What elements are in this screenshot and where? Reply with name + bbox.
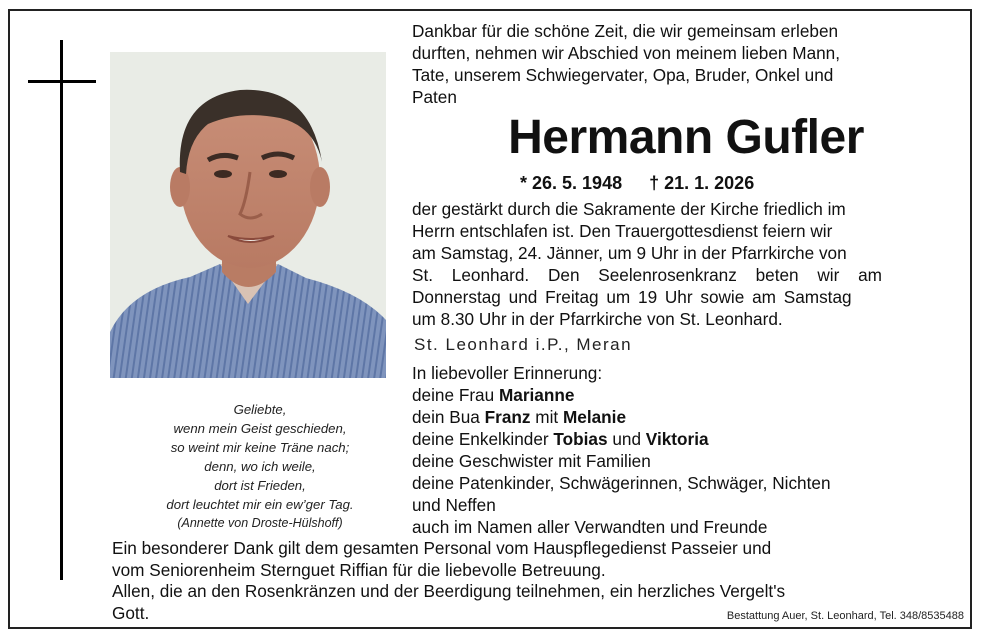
poem-line: Geliebte, [233,402,287,417]
thanks-line: Ein besonderer Dank gilt dem gesamten Personal vom Hauspflegedienst Passeier und [112,538,772,558]
grandchild-name: Viktoria [645,429,709,449]
family-list [412,362,960,538]
grandchild-name: Tobias [553,429,608,449]
family-relatives: auch im Namen aller Verwandten und Freunde [412,517,768,537]
service-line: um 8.30 Uhr in der Pfarrkirche von St. Leonhard. [412,309,783,329]
son-name: Franz [484,407,531,427]
death-date: † 21. 1. 2026 [649,173,755,193]
thanks-line: vom Seniorenheim Sternguet Riffian für die liebevolle Betreuung. [112,559,606,580]
intro-line: Dankbar für die schöne Zeit, die wir gemeinsam erleben [412,21,839,41]
service-line: der gestärkt durch die Sakramente der Kirche friedlich im [412,199,846,219]
birth-date: * 26. 5. 1948 [520,173,623,193]
poem [110,400,410,533]
portrait-photo [110,52,386,378]
poem-line: dort ist Frieden, [214,478,306,493]
service-text [412,198,960,330]
family-grandchildren: deine Enkelkinder Tobias und Viktoria [412,429,709,449]
wife-name: Marianne [498,385,575,405]
son-partner-name: Melanie [562,407,627,427]
intro-line: Tate, unserem Schwiegervater, Opa, Bruder, Onkel und [412,65,834,85]
service-line: am Samstag, 24. Jänner, um 9 Uhr in der Pfarrkirche von [412,243,847,263]
poem-line: dort leuchtet mir ein ew’ger Tag. [166,497,354,512]
intro-text [412,20,960,108]
family-wife: deine Frau Marianne [412,385,575,405]
poem-line: so weint mir keine Träne nach; [170,440,350,455]
intro-line: durften, nehmen wir Abschied von meinem lieben Mann, [412,43,841,63]
deceased-name: Hermann Gufler [508,111,864,164]
cross-vertical [60,40,63,580]
poem-author: (Annette von Droste-Hülshoff) [177,516,343,530]
intro-line: Paten [412,87,457,107]
service-line: Donnerstag und Freitag um 19 Uhr sowie am Samstag [412,287,852,307]
family-son: dein Bua Franz mit Melanie [412,407,627,427]
family-godchildren: deine Patenkinder, Schwägerinnen, Schwäger, Nichten [412,473,831,493]
family-heading: In liebevoller Erinnerung: [412,363,603,383]
family-siblings: deine Geschwister mit Familien [412,451,651,471]
service-line: Herrn entschlafen ist. Den Trauergottesdienst feiern wir [412,221,833,241]
life-dates [520,172,940,194]
thanks-line: Allen, die an den Rosenkränzen und der Beerdigung teilnehmen, ein herzliches Vergelt's [112,581,786,601]
family-godchildren-cont: und Neffen [412,495,496,515]
cross-horizontal [28,80,96,83]
undertaker-info: Bestattung Auer, St. Leonhard, Tel. 348/8535488 [726,610,964,622]
poem-line: denn, wo ich weile, [204,459,316,474]
thanks-line: Gott. [112,602,150,623]
service-line: St. Leonhard. Den Seelenrosenkranz beten wir am [412,265,882,285]
place-line: St. Leonhard i.P., Meran [414,335,633,354]
poem-line: wenn mein Geist geschieden, [173,421,347,436]
